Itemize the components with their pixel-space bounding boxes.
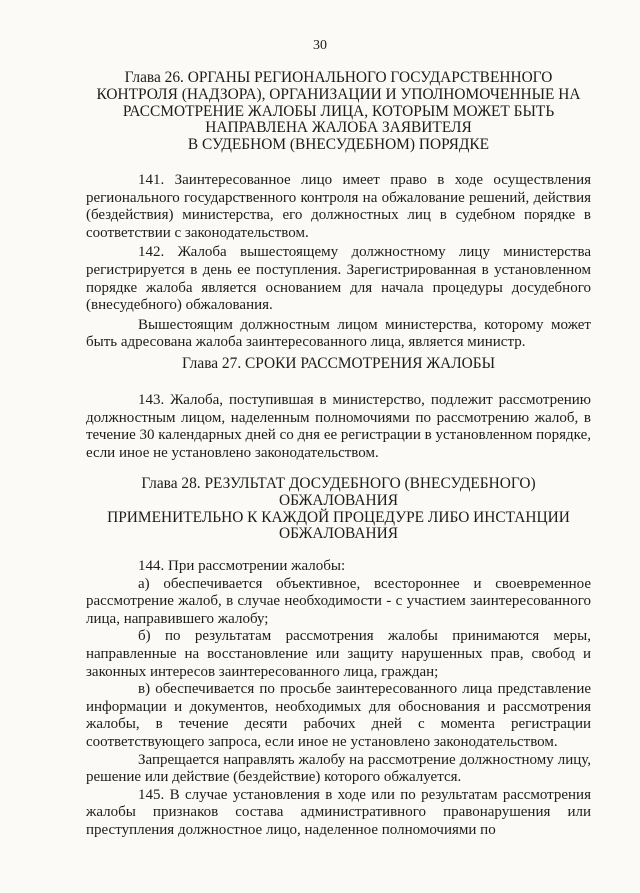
paragraph-144-a: а) обеспечивается объективное, всестороннее и своевременное рассмотрение жалоб, в случае необходимости - с участием заинтересованного лица, направившего жалобу;: [86, 575, 591, 627]
chapter-28-heading: [86, 476, 591, 543]
paragraph-142-superior: Вышестоящим должностным лицом министерства, которому может быть адресована жалоба заинтересованного лица, является министр.: [86, 316, 591, 351]
paragraph-144-prohibition: Запрещается направлять жалобу на рассмотрение должностному лицу, решение или действие (бездействие) которого обжалуется.: [86, 751, 591, 786]
paragraph-144-b: б) по результатам рассмотрения жалобы принимаются меры, направленные на восстановление или защиту нарушенных прав, свобод и законных интересов заинтересованного лица, граждан;: [86, 628, 591, 680]
chapter-27-body: [86, 392, 591, 462]
chapter-28-heading-line: ОБЖАЛОВАНИЯ: [279, 525, 398, 543]
paragraph-141: 141. Заинтересованное лицо имеет право в ходе осуществления регионального государственного контроля на обжалование решений, действия (бездействия) министерства, его должностных лиц в судебном порядке в соответствии с законодательством.: [86, 172, 591, 241]
chapter-26-heading-line: В СУДЕБНОМ (ВНЕСУДЕБНОМ) ПОРЯДКЕ: [187, 136, 490, 154]
chapter-28-heading-line: Глава 28. РЕЗУЛЬТАТ ДОСУДЕБНОГО (ВНЕСУДЕБНОГО): [141, 475, 536, 492]
paragraph-144-c: в) обеспечивается по просьбе заинтересованного лица представление информации и документов, необходимых для обоснования и рассмотрения жалобы, в течение десяти рабочих дней с момента регистрации соответствующего запроса, если иное не установлено законодательством.: [86, 681, 591, 750]
chapter-26-heading-line: КОНТРОЛЯ (НАДЗОРА), ОРГАНИЗАЦИИ И УПОЛНОМОЧЕННЫЕ НА: [96, 85, 581, 103]
chapter-28-heading-line: ПРИМЕНИТЕЛЬНО К КАЖДОЙ ПРОЦЕДУРЕ ЛИБО ИНСТАНЦИИ: [107, 508, 570, 526]
chapter-26-heading-line: РАССМОТРЕНИЕ ЖАЛОБЫ ЛИЦА, КОТОРЫМ МОЖЕТ БЫТЬ: [122, 102, 555, 120]
paragraph-143: 143. Жалоба, поступившая в министерство, подлежит рассмотрению должностным лицом, наделенным полномочиями по рассмотрению жалоб, в течение 30 календарных дней со дня ее регистрации в установленном порядке, если иное не установлено законодательством.: [86, 392, 591, 461]
chapter-27-heading-line: Глава 27. СРОКИ РАССМОТРЕНИЯ ЖАЛОБЫ: [181, 355, 496, 372]
chapter-26-heading-line: НАПРАВЛЕНА ЖАЛОБА ЗАЯВИТЕЛЯ: [205, 119, 472, 137]
chapter-28-body: [86, 558, 591, 840]
paragraph-144: 144. При рассмотрении жалобы:: [138, 558, 346, 574]
chapter-27-heading: [86, 356, 591, 373]
chapter-26-heading: [86, 70, 591, 154]
chapter-26-heading-line: Глава 26. ОРГАНЫ РЕГИОНАЛЬНОГО ГОСУДАРСТВЕННОГО: [124, 69, 553, 86]
paragraph-142: 142. Жалоба вышестоящему должностному лицу министерства регистрируется в день ее поступления. Зарегистрированная в установленном порядке жалоба является основанием для начала процедуры досудебного (внесудебного) обжалования.: [86, 244, 591, 314]
page-number: 30: [313, 38, 327, 53]
chapter-26-body: [86, 172, 591, 352]
chapter-28-heading-line: ОБЖАЛОВАНИЯ: [279, 491, 398, 509]
paragraph-145: 145. В случае установления в ходе или по результатам рассмотрения жалобы признаков состава административного правонарушения или преступления должностное лицо, наделенное полномочиями по: [86, 786, 591, 838]
